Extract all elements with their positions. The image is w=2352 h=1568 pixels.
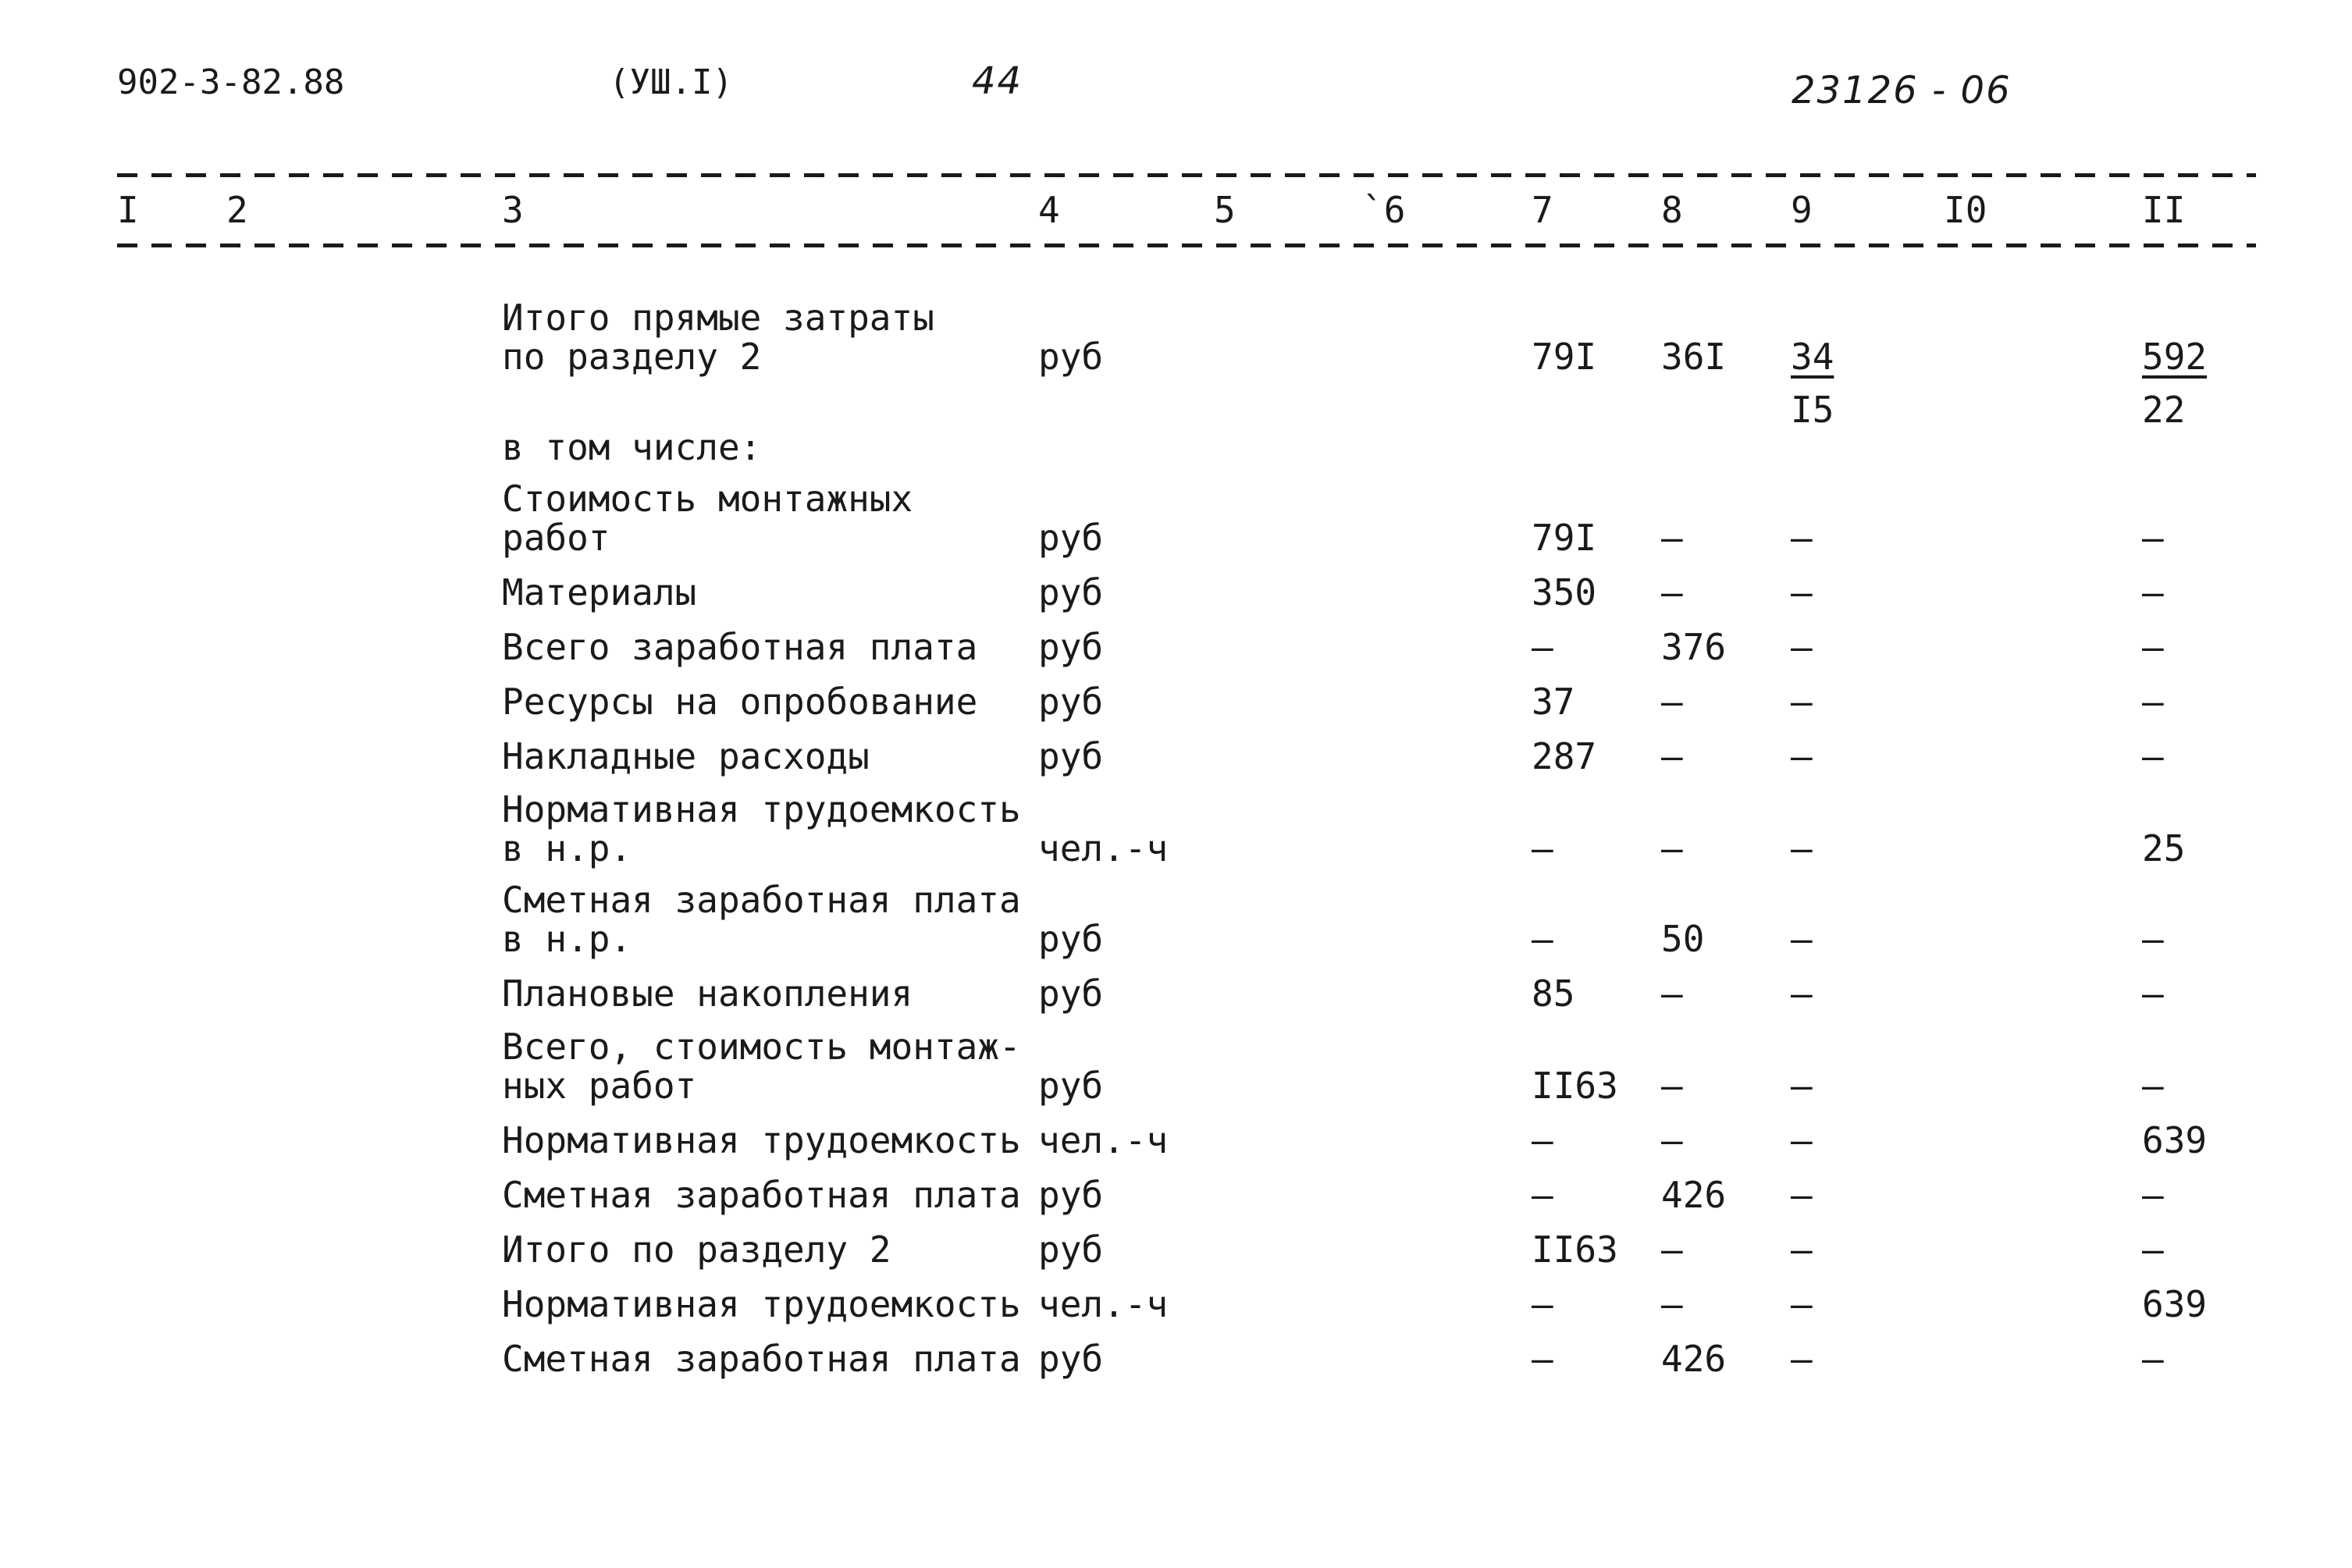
header-bottom-rule: [117, 244, 2256, 247]
row-value-col11: –: [2142, 681, 2164, 723]
column-number: 9: [1791, 189, 1813, 231]
row-value-col7: –: [1532, 1119, 1553, 1161]
row-value-col8: 376: [1661, 626, 1727, 668]
row-value-col11: –: [2142, 1228, 2164, 1271]
row-unit: чел.-ч: [1038, 1119, 1169, 1161]
row-value-col9: –: [1791, 626, 1813, 668]
row-description: Нормативная трудоемкость в н.р.: [502, 788, 1021, 869]
row-value-col11-numerator: 592: [2142, 336, 2208, 378]
inventory-number: 23126 - 06: [1792, 69, 2012, 112]
row-value-col9: –: [1791, 1338, 1813, 1380]
row-unit: руб: [1038, 571, 1104, 613]
row-unit: руб: [1038, 626, 1104, 668]
row-description: Всего заработная плата: [502, 626, 978, 668]
row-value-col11: –: [2142, 517, 2164, 559]
row-value-col11: –: [2142, 1174, 2164, 1216]
row-value-col7: –: [1532, 1283, 1553, 1325]
row-value-col7: –: [1532, 827, 1553, 869]
row-value-col9: –: [1791, 517, 1813, 559]
row-value-col9: –: [1791, 972, 1813, 1015]
row-value-col8: –: [1661, 735, 1683, 777]
page-number: 44: [972, 59, 1023, 103]
row-description: Накладные расходы: [502, 735, 870, 777]
row-description: Итого прямые затраты по разделу 2: [502, 297, 934, 378]
column-number: I: [117, 189, 139, 231]
row-value-col7: –: [1532, 626, 1553, 668]
row-description: Сметная заработная плата в н.р.: [502, 879, 1021, 960]
document-code: 902-3-82.88: [117, 62, 345, 102]
row-value-col7: 287: [1532, 735, 1597, 777]
row-value-col8: –: [1661, 1119, 1683, 1161]
row-value-col7: 85: [1532, 972, 1575, 1015]
row-value-col9: –: [1791, 1119, 1813, 1161]
row-description: Сметная заработная плата: [502, 1174, 1021, 1216]
row-value-col11: 639: [2142, 1283, 2208, 1325]
column-number: 7: [1532, 189, 1553, 231]
row-value-col11: –: [2142, 1065, 2164, 1107]
row-value-col7: 350: [1532, 571, 1597, 613]
row-value-col8: 36I: [1661, 336, 1727, 378]
column-number: II: [2142, 189, 2186, 231]
row-unit: руб: [1038, 918, 1104, 960]
row-unit: руб: [1038, 1338, 1104, 1380]
row-description: Сметная заработная плата: [502, 1338, 1021, 1380]
row-unit: руб: [1038, 517, 1104, 559]
column-number: `6: [1362, 189, 1406, 231]
row-description: Плановые накопления: [502, 972, 913, 1015]
row-value-col11: –: [2142, 972, 2164, 1015]
row-value-col8: –: [1661, 1283, 1683, 1325]
row-value-col9: –: [1791, 1283, 1813, 1325]
row-value-col8: 50: [1661, 918, 1705, 960]
row-value-col7: II63: [1532, 1065, 1618, 1107]
row-value-col9: –: [1791, 571, 1813, 613]
row-value-col8: –: [1661, 571, 1683, 613]
row-value-col9: –: [1791, 1065, 1813, 1107]
row-value-col9: –: [1791, 827, 1813, 869]
row-unit: чел.-ч: [1038, 1283, 1169, 1325]
row-unit: руб: [1038, 1174, 1104, 1216]
row-description: Стоимость монтажных работ: [502, 478, 913, 559]
row-unit: руб: [1038, 1228, 1104, 1271]
row-value-col8: –: [1661, 517, 1683, 559]
row-unit: чел.-ч: [1038, 827, 1169, 869]
column-number: 2: [226, 189, 248, 231]
column-number: 5: [1214, 189, 1236, 231]
row-value-col9-numerator: 34: [1791, 336, 1834, 378]
row-description: в том числе:: [502, 426, 762, 468]
row-description: Нормативная трудоемкость: [502, 1283, 1021, 1325]
row-value-col7: –: [1532, 1174, 1553, 1216]
row-value-col7: 79I: [1532, 517, 1597, 559]
row-value-col8: –: [1661, 972, 1683, 1015]
row-value-col8: 426: [1661, 1174, 1727, 1216]
row-value-col8: –: [1661, 827, 1683, 869]
row-value-col9: –: [1791, 918, 1813, 960]
header-top-rule: [117, 173, 2256, 177]
column-number: 4: [1038, 189, 1060, 231]
row-value-col11: –: [2142, 735, 2164, 777]
row-value-col11: –: [2142, 1338, 2164, 1380]
row-value-col8: –: [1661, 1065, 1683, 1107]
row-value-col9: –: [1791, 1228, 1813, 1271]
album-number: (УШ.I): [609, 62, 733, 102]
row-value-col7: –: [1532, 1338, 1553, 1380]
row-value-col8: –: [1661, 681, 1683, 723]
row-value-col11: –: [2142, 571, 2164, 613]
row-value-col11: 639: [2142, 1119, 2208, 1161]
row-unit: руб: [1038, 336, 1104, 378]
row-value-col7: 79I: [1532, 336, 1597, 378]
row-description: Нормативная трудоемкость: [502, 1119, 1021, 1161]
row-description: Итого по разделу 2: [502, 1228, 891, 1271]
row-value-col9: –: [1791, 681, 1813, 723]
row-unit: руб: [1038, 1065, 1104, 1107]
row-value-col8: 426: [1661, 1338, 1727, 1380]
row-value-col8: –: [1661, 1228, 1683, 1271]
row-value-col7: –: [1532, 918, 1553, 960]
row-value-col11: –: [2142, 918, 2164, 960]
row-value-col7: 37: [1532, 681, 1575, 723]
column-number: 8: [1661, 189, 1683, 231]
column-number: 3: [502, 189, 524, 231]
row-description: Материалы: [502, 571, 697, 613]
row-value-col11-denominator: 22: [2142, 389, 2186, 431]
row-value-col9-denominator: I5: [1791, 389, 1834, 431]
row-value-col11: 25: [2142, 827, 2186, 869]
row-unit: руб: [1038, 972, 1104, 1015]
column-number: I0: [1944, 189, 1987, 231]
row-value-col7: II63: [1532, 1228, 1618, 1271]
row-unit: руб: [1038, 681, 1104, 723]
row-value-col9: –: [1791, 735, 1813, 777]
row-value-col9: –: [1791, 1174, 1813, 1216]
row-description: Ресурсы на опробование: [502, 681, 978, 723]
row-value-col11: –: [2142, 626, 2164, 668]
row-unit: руб: [1038, 735, 1104, 777]
row-description: Всего, стоимость монтаж- ных работ: [502, 1026, 1021, 1107]
